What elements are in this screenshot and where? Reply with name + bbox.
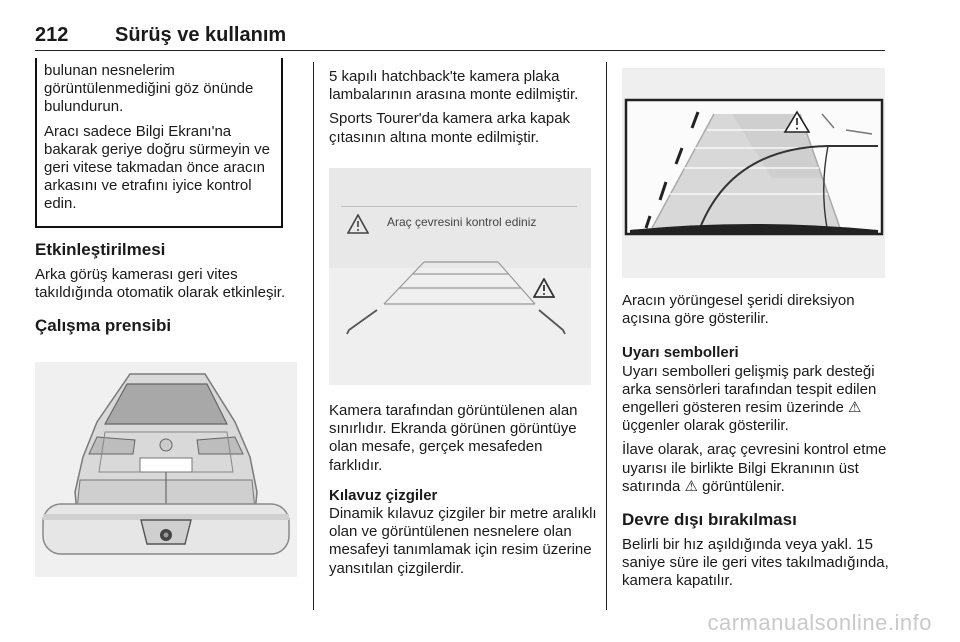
- paragraph: Sports Tourer'da kamera arka kapak çıtasının altına monte edilmiştir.: [329, 110, 571, 146]
- header-rule: [35, 50, 885, 51]
- screen-top-frame: [341, 206, 577, 207]
- camera-screen-illustration: [329, 168, 591, 385]
- section-heading: Etkinleştirilmesi: [35, 240, 166, 259]
- paragraph-text: üçgenler olarak gösterilir.: [622, 417, 789, 435]
- paragraph-text: görüntülenir.: [702, 477, 785, 495]
- column-divider: [606, 62, 607, 610]
- column-3: [622, 292, 892, 591]
- paragraph: [622, 363, 892, 436]
- column-2: [329, 68, 591, 147]
- warning-box-text: bulunan nesnelerim görüntülenmediğini göz önünde bulundurun.: [44, 62, 254, 116]
- subheading: Kılavuz çizgiler: [329, 486, 438, 504]
- screen-warning-text: Araç çevresini kontrol ediniz: [387, 215, 537, 229]
- page-number: 212: [35, 24, 69, 46]
- column-divider: [313, 62, 314, 610]
- section-heading: Çalışma prensibi: [35, 316, 172, 336]
- paragraph-text: Uyarı sembolleri gelişmiş park desteği arka sensörleri tarafından tespit edilen engelleri gösteren resim üzerinde: [622, 362, 877, 417]
- subheading: Uyarı sembolleri: [622, 344, 739, 362]
- paragraph: 5 kapılı hatchback'te kamera plaka lambalarının arasına monte edilmiştir.: [329, 68, 579, 104]
- paragraph: [622, 441, 892, 496]
- paragraph: Aracın yörüngesel şeridi direksiyon açısına göre gösterilir.: [622, 292, 855, 328]
- warning-box-text: Aracı sadece Bilgi Ekranı'na bakarak geriye doğru sürmeyin ve geri vitese takmadan önce aracın arkasını ve etrafını iyice kontrol edin.: [44, 122, 270, 213]
- trajectory-illustration: [622, 68, 885, 278]
- paragraph: Arka görüş kamerası geri vites takıldığında otomatik olarak etkinleşir.: [35, 266, 286, 302]
- warning-triangle-icon: ⚠: [684, 477, 698, 495]
- column-1: [35, 240, 295, 336]
- paragraph: Belirli bir hız aşıldığında veya yakl. 15 saniye süre ile geri vites takılmadığında, kamera kapatılır.: [622, 536, 889, 590]
- paragraph: Dinamik kılavuz çizgiler bir metre aralıklı olan ve görüntülenen nesnelere olan mesafeyi tanımlamak için resim üzerine yansıtılan çizgilerdir.: [329, 505, 597, 577]
- warning-triangle-icon: [533, 278, 555, 298]
- warning-triangle-icon: ⚠: [847, 399, 862, 417]
- car-rear-camera-illustration: [35, 362, 297, 577]
- warning-box: [35, 58, 283, 228]
- column-2-lower: [329, 402, 599, 578]
- guide-lines: [329, 248, 591, 348]
- section-heading: Devre dışı bırakılması: [622, 510, 797, 530]
- paragraph-text: İlave olarak, araç çevresini kontrol etme uyarısı ile birlikte Bilgi Ekranının üst satırında: [622, 441, 887, 495]
- paragraph: Kamera tarafından görüntülenen alan sınırlıdır. Ekranda görünen görüntüye olan mesafe, gerçek mesafeden farklıdır.: [329, 402, 578, 474]
- warning-triangle-icon: [347, 214, 369, 234]
- watermark: carmanualsonline.info: [707, 610, 932, 635]
- page-title: Sürüş ve kullanım: [115, 24, 287, 46]
